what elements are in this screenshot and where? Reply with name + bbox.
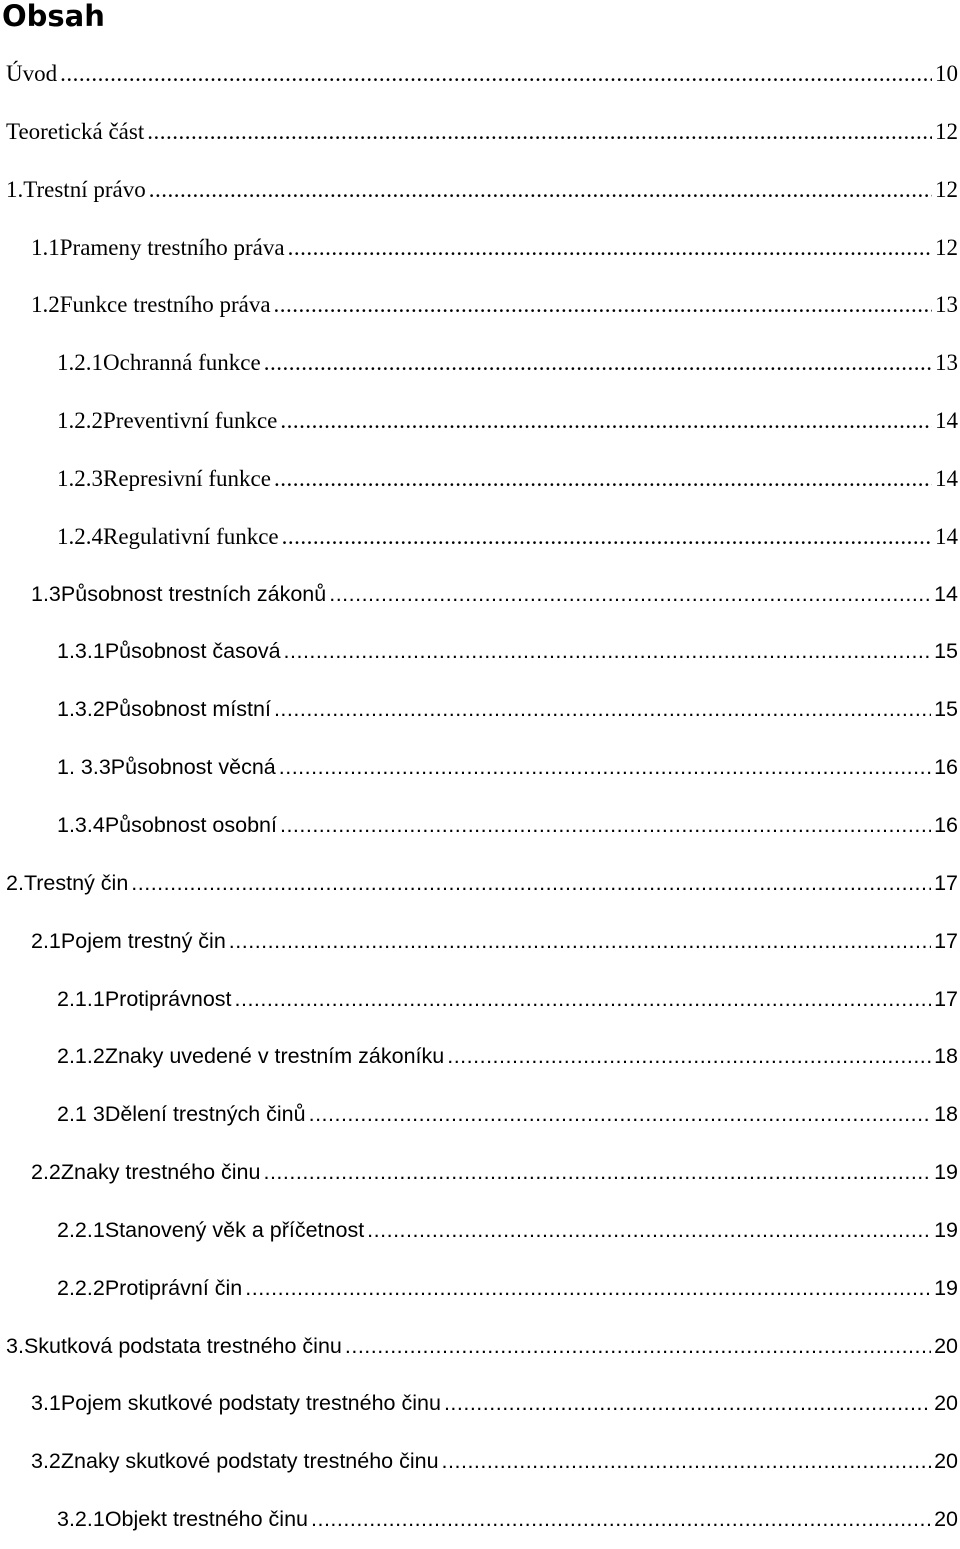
toc-entry-page-number: 15	[934, 639, 958, 664]
toc-entry-page-number: 19	[934, 1275, 958, 1300]
toc-entry-number: 2.	[6, 870, 24, 895]
toc-entry-page-number: 12	[935, 118, 958, 144]
toc-entry-number: 2.2	[31, 1160, 61, 1185]
toc-entry-title: Objekt trestného činu	[104, 1507, 308, 1532]
toc-entry[interactable]	[0, 913, 960, 971]
toc-entry-page-number: 20	[934, 1391, 958, 1416]
toc-entry-page-number: 20	[934, 1449, 958, 1474]
table-of-contents	[0, 45, 960, 1549]
toc-entry[interactable]	[0, 566, 960, 624]
toc-entry-page-number: 19	[934, 1160, 958, 1185]
dot-leader	[309, 1086, 931, 1144]
toc-entry-title: Působnost trestních zákonů	[60, 581, 327, 606]
toc-entry-page-number: 17	[934, 928, 958, 953]
dot-leader	[274, 681, 931, 739]
dot-leader	[149, 161, 932, 219]
toc-entry-title: Trestní právo	[23, 176, 146, 202]
toc-entry-title: Působnost místní	[104, 697, 271, 722]
toc-entry-page-number: 17	[934, 986, 958, 1011]
dot-leader	[282, 508, 932, 566]
dot-leader	[345, 1318, 931, 1376]
toc-entry-page-number: 15	[934, 697, 958, 722]
toc-entry-title: Působnost časová	[104, 639, 281, 664]
toc-entry[interactable]	[0, 103, 960, 161]
toc-entry-page-number: 16	[934, 812, 958, 837]
toc-entry-number: 2.1 3	[57, 1102, 105, 1127]
toc-entry-number: 1.3.1	[57, 639, 105, 664]
dot-leader	[279, 739, 931, 797]
dot-leader	[284, 623, 932, 681]
toc-entry-title: Teoretická část	[6, 118, 145, 144]
dot-leader	[147, 103, 932, 161]
toc-entry-number: 2.2.2	[57, 1275, 105, 1300]
toc-entry[interactable]	[0, 450, 960, 508]
dot-leader	[444, 1375, 931, 1433]
toc-entry-number: 1.2.3	[57, 465, 103, 491]
toc-entry-number: 2.1	[31, 928, 61, 953]
toc-entry-number: 2.1.1	[57, 986, 105, 1011]
toc-entry-title: Regulativní funkce	[103, 523, 279, 549]
toc-entry-number: 1.2.2	[57, 408, 103, 434]
dot-leader	[229, 913, 931, 971]
toc-entry[interactable]	[0, 276, 960, 334]
toc-entry-title: Znaky trestného činu	[60, 1160, 261, 1185]
dot-leader	[274, 276, 932, 334]
toc-entry[interactable]	[0, 1086, 960, 1144]
dot-leader	[367, 1202, 931, 1260]
toc-entry-number: 1.	[6, 176, 24, 202]
toc-entry[interactable]	[0, 1491, 960, 1549]
toc-entry-number: 3.2	[31, 1449, 61, 1474]
toc-entry-page-number: 20	[934, 1333, 958, 1358]
toc-entry-page-number: 14	[935, 523, 958, 549]
toc-entry[interactable]	[0, 1260, 960, 1318]
toc-entry-title: Úvod	[6, 61, 58, 86]
toc-entry[interactable]	[0, 971, 960, 1029]
toc-entry-title: Pojem trestný čin	[60, 928, 226, 953]
toc-entry-title: Represivní funkce	[103, 465, 271, 491]
dot-leader	[264, 334, 932, 392]
toc-entry-page-number: 12	[935, 176, 958, 202]
toc-entry-number: 1. 3.3	[57, 755, 111, 780]
dot-leader	[447, 1028, 931, 1086]
toc-entry-title: Prameny trestního práva	[59, 234, 285, 260]
toc-entry-title: Funkce trestního práva	[59, 292, 271, 318]
dot-leader	[311, 1491, 931, 1549]
dot-leader	[288, 219, 932, 277]
toc-entry[interactable]	[0, 508, 960, 566]
toc-entry-number: 1.3.4	[57, 812, 105, 837]
toc-entry-number: 1.3	[31, 581, 61, 606]
toc-entry[interactable]	[0, 739, 960, 797]
toc-entry-number: 2.2.1	[57, 1217, 105, 1242]
toc-entry-number: 3.	[6, 1333, 24, 1358]
toc-entry[interactable]	[0, 161, 960, 219]
toc-entry[interactable]	[0, 681, 960, 739]
toc-entry[interactable]	[0, 797, 960, 855]
toc-entry[interactable]	[0, 45, 960, 103]
dot-leader	[131, 855, 931, 913]
dot-leader	[235, 971, 932, 1029]
toc-entry-title: Působnost osobní	[104, 812, 277, 837]
toc-entry-page-number: 14	[934, 581, 958, 606]
toc-entry-title: Znaky uvedené v trestním zákoníku	[104, 1044, 445, 1069]
toc-entry-number: 1.1	[31, 234, 60, 260]
toc-entry-page-number: 16	[934, 755, 958, 780]
toc-entry-page-number: 17	[934, 870, 958, 895]
toc-entry-page-number: 14	[935, 465, 958, 491]
toc-entry[interactable]	[0, 1433, 960, 1491]
toc-entry-title: Stanovený věk a příčetnost	[104, 1217, 365, 1242]
toc-entry[interactable]	[0, 334, 960, 392]
dot-leader	[60, 45, 932, 103]
toc-entry-title: Protiprávnost	[104, 986, 232, 1011]
toc-entry-page-number: 12	[935, 234, 958, 260]
toc-entry-number: 3.2.1	[57, 1507, 105, 1532]
toc-entry-page-number: 19	[934, 1217, 958, 1242]
toc-entry[interactable]	[0, 392, 960, 450]
dot-leader	[263, 1144, 931, 1202]
dot-leader	[280, 392, 932, 450]
toc-entry-number: 1.3.2	[57, 697, 105, 722]
toc-entry-number: 1.2.4	[57, 523, 103, 549]
toc-entry-title: Skutková podstata trestného činu	[23, 1333, 342, 1358]
toc-entry-page-number: 13	[935, 292, 958, 318]
toc-entry-page-number: 18	[934, 1102, 958, 1127]
toc-entry-number: 1.2	[31, 292, 60, 318]
toc-entry[interactable]	[0, 623, 960, 681]
dot-leader	[329, 566, 931, 624]
toc-entry[interactable]	[0, 1202, 960, 1260]
toc-entry-number: 2.1.2	[57, 1044, 105, 1069]
dot-leader	[245, 1260, 931, 1318]
toc-entry[interactable]	[0, 855, 960, 913]
toc-entry[interactable]	[0, 1028, 960, 1086]
dot-leader	[274, 450, 932, 508]
dot-leader	[280, 797, 931, 855]
toc-entry[interactable]	[0, 219, 960, 277]
toc-entry-title: Protiprávní čin	[104, 1275, 243, 1300]
toc-entry-title: Preventivní funkce	[103, 408, 278, 434]
toc-entry-number: 3.1	[31, 1391, 61, 1416]
toc-entry-page-number: 18	[934, 1044, 958, 1069]
toc-entry-title: Dělení trestných činů	[104, 1102, 306, 1127]
toc-entry[interactable]	[0, 1375, 960, 1433]
toc-entry[interactable]	[0, 1318, 960, 1376]
toc-heading: Obsah	[2, 0, 105, 33]
toc-entry-title: Působnost věcná	[110, 755, 276, 780]
toc-entry-title: Ochranná funkce	[103, 350, 261, 376]
toc-entry-title: Trestný čin	[23, 870, 129, 895]
toc-entry[interactable]	[0, 1144, 960, 1202]
toc-entry-page-number: 10	[935, 61, 958, 86]
dot-leader	[442, 1433, 932, 1491]
toc-entry-page-number: 14	[935, 408, 958, 434]
toc-entry-page-number: 13	[935, 350, 958, 376]
toc-entry-number: 1.2.1	[57, 350, 103, 376]
toc-entry-title: Znaky skutkové podstaty trestného činu	[60, 1449, 439, 1474]
toc-entry-title: Pojem skutkové podstaty trestného činu	[60, 1391, 441, 1416]
toc-entry-page-number: 20	[934, 1507, 958, 1532]
